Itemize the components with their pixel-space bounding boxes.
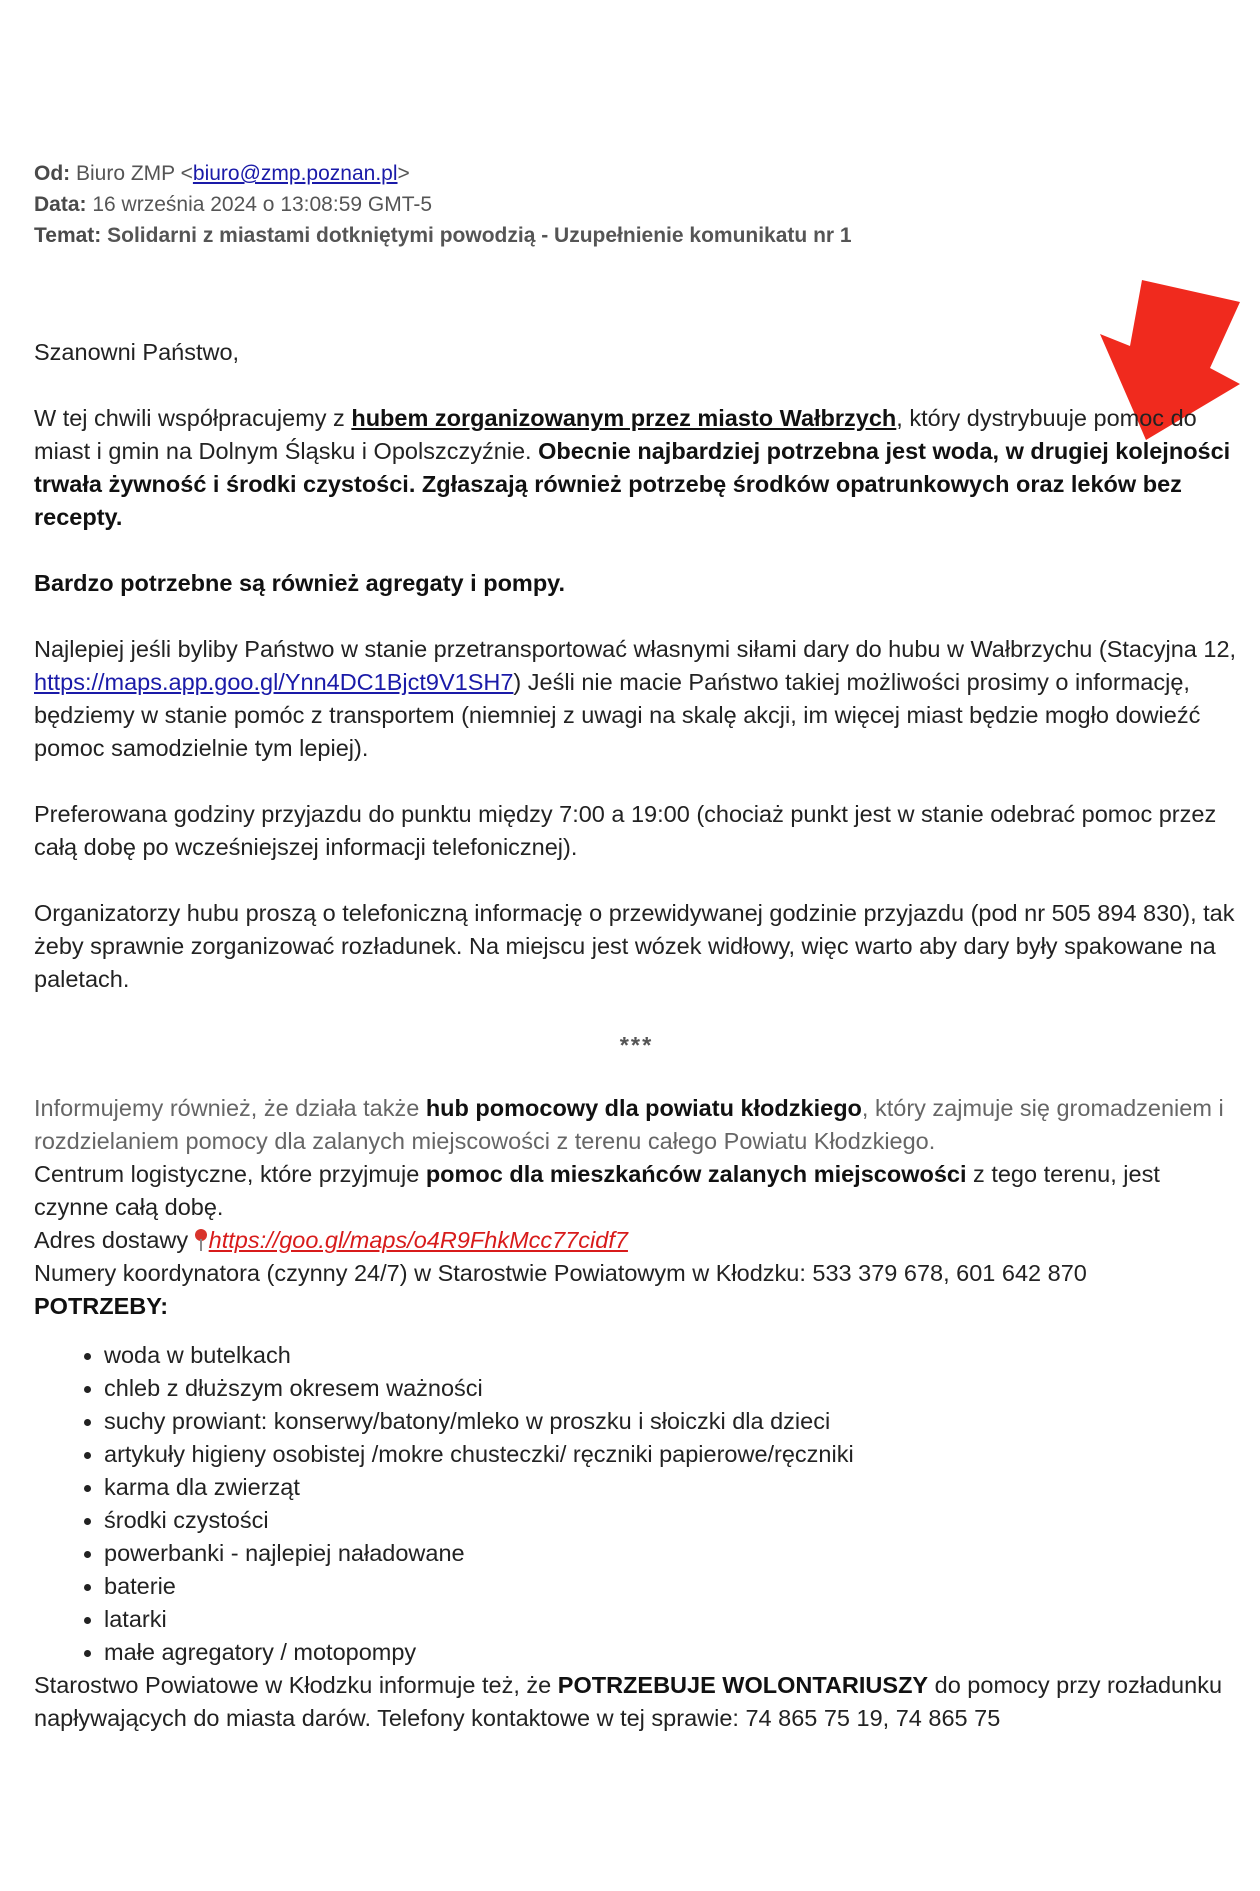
p3-text-a: Najlepiej jeśli byliby Państwo w stanie przetransportować własnymi siłami dary do hubu w Wałbrzychu (Stacyjna 12, bbox=[34, 636, 1237, 662]
needs-list bbox=[34, 1339, 1239, 1669]
date-line bbox=[34, 189, 852, 220]
p2-bold: Bardzo potrzebne są również agregaty i pompy. bbox=[34, 570, 566, 596]
p8-text-b: do pomocy przy rozładunku napływających do miasta darów. Telefony kontaktowe w tej sprawie: 74 865 75 19, 74 865 75 bbox=[34, 1672, 1223, 1731]
list-item: chleb z dłuższym okresem ważności bbox=[104, 1372, 1239, 1405]
list-item: woda w butelkach bbox=[104, 1339, 1239, 1372]
date-label: Data: bbox=[34, 193, 87, 216]
map-pin-icon bbox=[195, 1229, 207, 1251]
needs-title: POTRZEBY: bbox=[34, 1293, 169, 1319]
list-item: suchy prowiant: konserwy/batony/mleko w proszku i słoiczki dla dzieci bbox=[104, 1405, 1239, 1438]
greeting: Szanowni Państwo, bbox=[34, 339, 240, 365]
klodzko-section bbox=[34, 1092, 1239, 1735]
list-item: baterie bbox=[104, 1570, 1239, 1603]
p6-text-b: , który zajmuje się gromadzeniem i rozdzielaniem pomocy dla zalanych miejscowości z terenu całego Powiatu Kłodzkiego. bbox=[34, 1095, 1224, 1154]
klodzko-map-link[interactable]: https://goo.gl/maps/o4R9FhkMcc77cidf7 bbox=[208, 1227, 628, 1253]
email-header bbox=[34, 158, 852, 251]
list-item: artykuły higieny osobistej /mokre chusteczki/ ręczniki papierowe/ręczniki bbox=[104, 1438, 1239, 1471]
p1-text-b: , który dystrybuuje pomoc do miast i gmin na Dolnym Śląsku i Opolszczyźnie. bbox=[34, 405, 1197, 464]
walbrzych-map-link[interactable]: https://maps.app.goo.gl/Ynn4DC1Bjct9V1SH7 bbox=[34, 669, 514, 695]
list-item: karma dla zwierząt bbox=[104, 1471, 1239, 1504]
p1-needs-bold: Obecnie najbardziej potrzebna jest woda, w drugiej kolejności trwała żywność i środki czystości. Zgłaszają również potrzebę środków opatrunkowych oraz leków bez recepty. bbox=[34, 438, 1231, 530]
delivery-address-line bbox=[34, 1224, 1239, 1257]
p7-text-a: Centrum logistyczne, które przyjmuje bbox=[34, 1161, 426, 1187]
coordinator-numbers: Numery koordynatora (czynny 24/7) w Starostwie Powiatowym w Kłodzku: 533 379 678, 601 642 870 bbox=[34, 1260, 1087, 1286]
separator: *** bbox=[619, 1032, 654, 1058]
paragraph-generators bbox=[34, 567, 1239, 600]
p8-text-a: Starostwo Powiatowe w Kłodzku informuje też, że bbox=[34, 1672, 558, 1698]
from-email-link[interactable]: biuro@zmp.poznan.pl bbox=[192, 162, 398, 185]
subject-value: Solidarni z miastami dotkniętymi powodzią - Uzupełnienie komunikatu nr 1 bbox=[107, 224, 852, 247]
paragraph-organizers: Organizatorzy hubu proszą o telefoniczną informację o przewidywanej godzinie przyjazdu (pod nr 505 894 830), tak żeby sprawnie zorganizować rozładunek. Na miejscu jest wózek widłowy, więc warto aby dary były spakowane na paletach. bbox=[34, 900, 1235, 992]
from-close: > bbox=[397, 162, 410, 185]
paragraph-logistics bbox=[34, 1158, 1239, 1224]
paragraph-hours: Preferowana godziny przyjazdu do punktu między 7:00 a 19:00 (chociaż punkt jest w stanie odebrać pomoc przez całą dobę po wcześniejszej informacji telefonicznej). bbox=[34, 801, 1217, 860]
paragraph-volunteers bbox=[34, 1669, 1239, 1735]
from-label: Od: bbox=[34, 162, 71, 185]
list-item: małe agregatory / motopompy bbox=[104, 1636, 1239, 1669]
paragraph-hub-walbrzych bbox=[34, 402, 1239, 534]
addr-label: Adres dostawy bbox=[34, 1227, 195, 1253]
hub-walbrzych-highlight: hubem zorganizowanym przez miasto Wałbrzych bbox=[351, 405, 897, 431]
p8-bold: POTRZEBUJE WOLONTARIUSZY bbox=[557, 1672, 929, 1698]
email-body bbox=[34, 336, 1239, 1735]
subject-line bbox=[34, 220, 852, 251]
subject-label: Temat: bbox=[34, 224, 102, 247]
p1-text-a: W tej chwili współpracujemy z bbox=[34, 405, 352, 431]
list-item: powerbanki - najlepiej naładowane bbox=[104, 1537, 1239, 1570]
p7-text-b: z tego terenu, jest czynne całą dobę. bbox=[34, 1161, 1160, 1220]
list-item: środki czystości bbox=[104, 1504, 1239, 1537]
paragraph-transport bbox=[34, 633, 1239, 765]
p6-text-a: Informujemy również, że działa także bbox=[34, 1095, 426, 1121]
list-item: latarki bbox=[104, 1603, 1239, 1636]
from-name: Biuro ZMP < bbox=[76, 162, 193, 185]
p6-bold: hub pomocowy dla powiatu kłodzkiego bbox=[425, 1095, 862, 1121]
p7-bold: pomoc dla mieszkańców zalanych miejscowości bbox=[425, 1161, 967, 1187]
date-value: 16 września 2024 o 13:08:59 GMT-5 bbox=[92, 193, 433, 216]
paragraph-klodzko-hub bbox=[34, 1092, 1239, 1158]
p3-text-b: ) Jeśli nie macie Państwo takiej możliwości prosimy o informację, będziemy w stanie pomóc z transportem (niemniej z uwagi na skalę akcji, im więcej miast będzie mogło dowieźć pomoc samodzielnie tym lepiej). bbox=[34, 669, 1201, 761]
from-line bbox=[34, 158, 852, 189]
